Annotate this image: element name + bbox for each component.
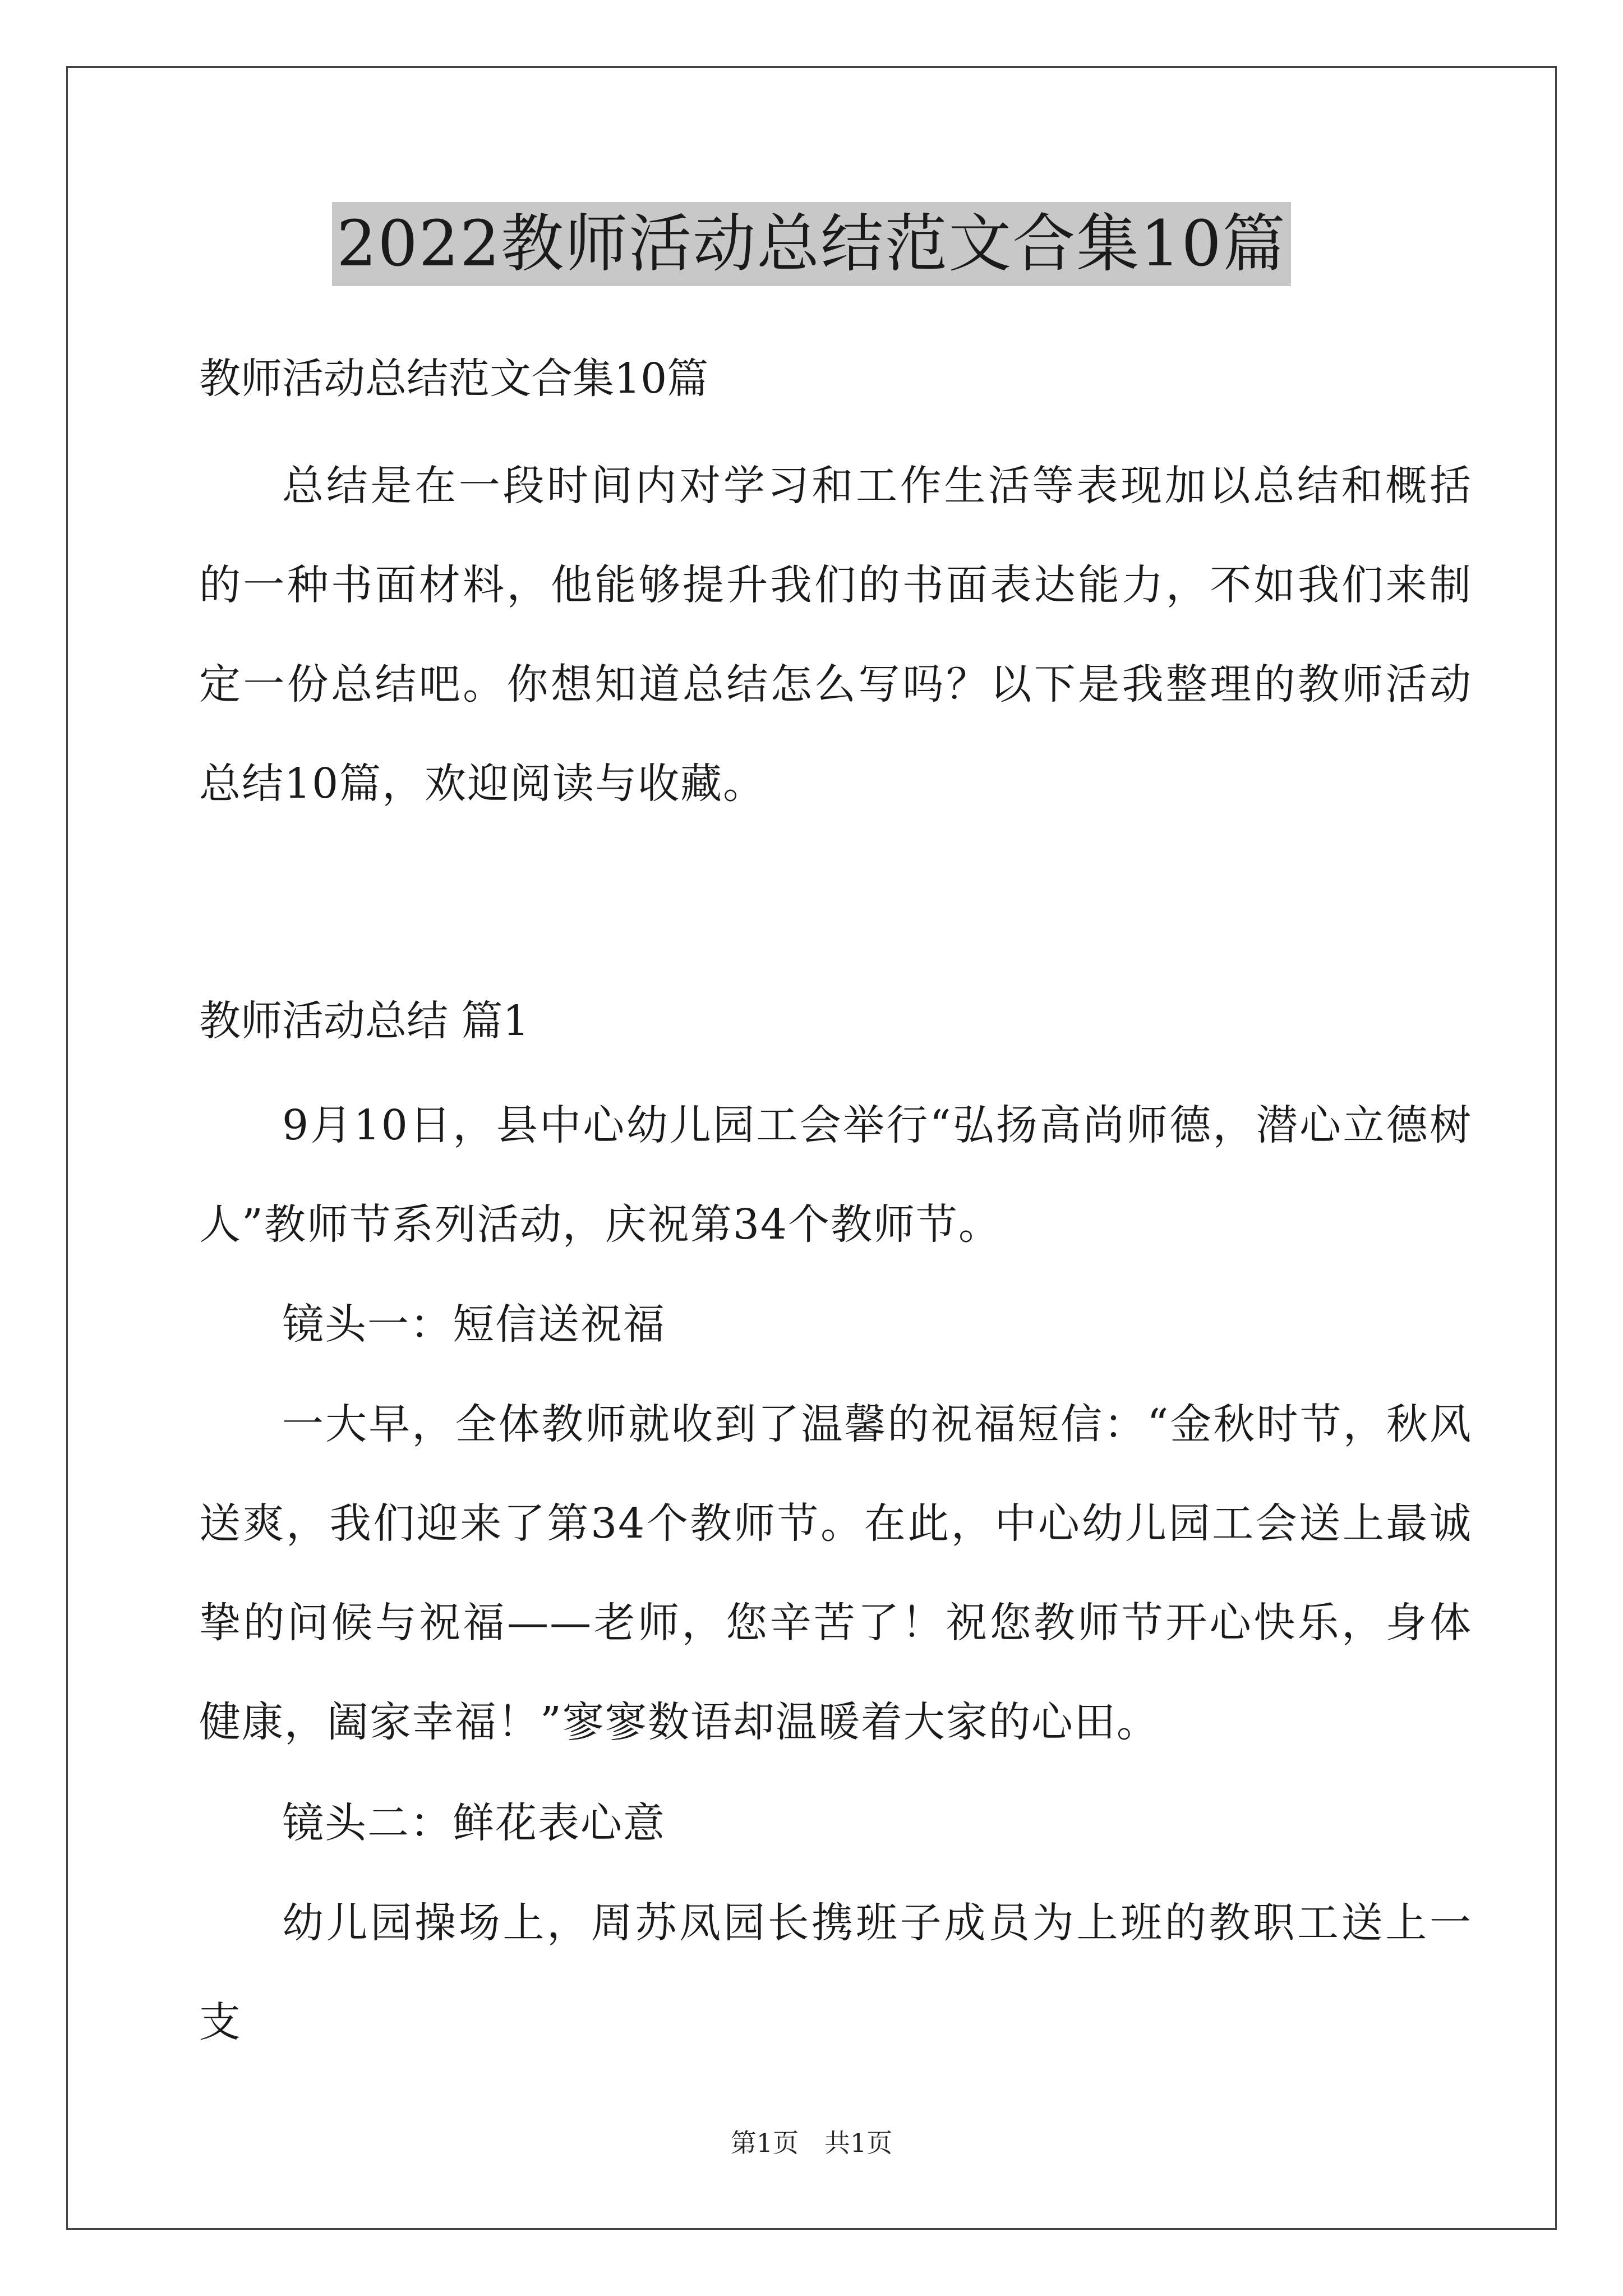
section-heading: 教师活动总结 篇1 xyxy=(199,997,529,1045)
page-total: 共1页 xyxy=(824,2128,893,2158)
page-number: 第1页 xyxy=(730,2128,799,2158)
paragraph: 9月10日，县中心幼儿园工会举行“弘扬高尚师德，潜心立德树人”教师节系列活动，庆祝第34个教师节。 xyxy=(199,1101,1472,1249)
title-container xyxy=(0,202,1623,286)
document-title: 2022教师活动总结范文合集10篇 xyxy=(332,202,1291,286)
paragraph: 一大早，全体教师就收到了温馨的祝福短信：“金秋时节，秋风送爽，我们迎来了第34个教师节。在此，中心幼儿园工会送上最诚挚的问候与祝福——老师，您辛苦了！祝您教师节开心快乐，身体健康，阖家幸福！”寥寥数语却温暖着大家的心田。 xyxy=(199,1400,1472,1746)
subtitle: 教师活动总结范文合集10篇 xyxy=(199,355,709,403)
paragraph: 镜头二：鲜花表心意 xyxy=(282,1799,666,1847)
paragraph: 幼儿园操场上，周苏凤园长携班子成员为上班的教职工送上一支 xyxy=(199,1899,1472,2046)
paragraph: 镜头一：短信送祝福 xyxy=(282,1300,666,1349)
intro-paragraph: 总结是在一段时间内对学习和工作生活等表现加以总结和概括的一种书面材料，他能够提升我们的书面表达能力，不如我们来制定一份总结吧。你想知道总结怎么写吗？以下是我整理的教师活动总结10篇，欢迎阅读与收藏。 xyxy=(199,462,1472,808)
page-footer xyxy=(0,2126,1623,2160)
